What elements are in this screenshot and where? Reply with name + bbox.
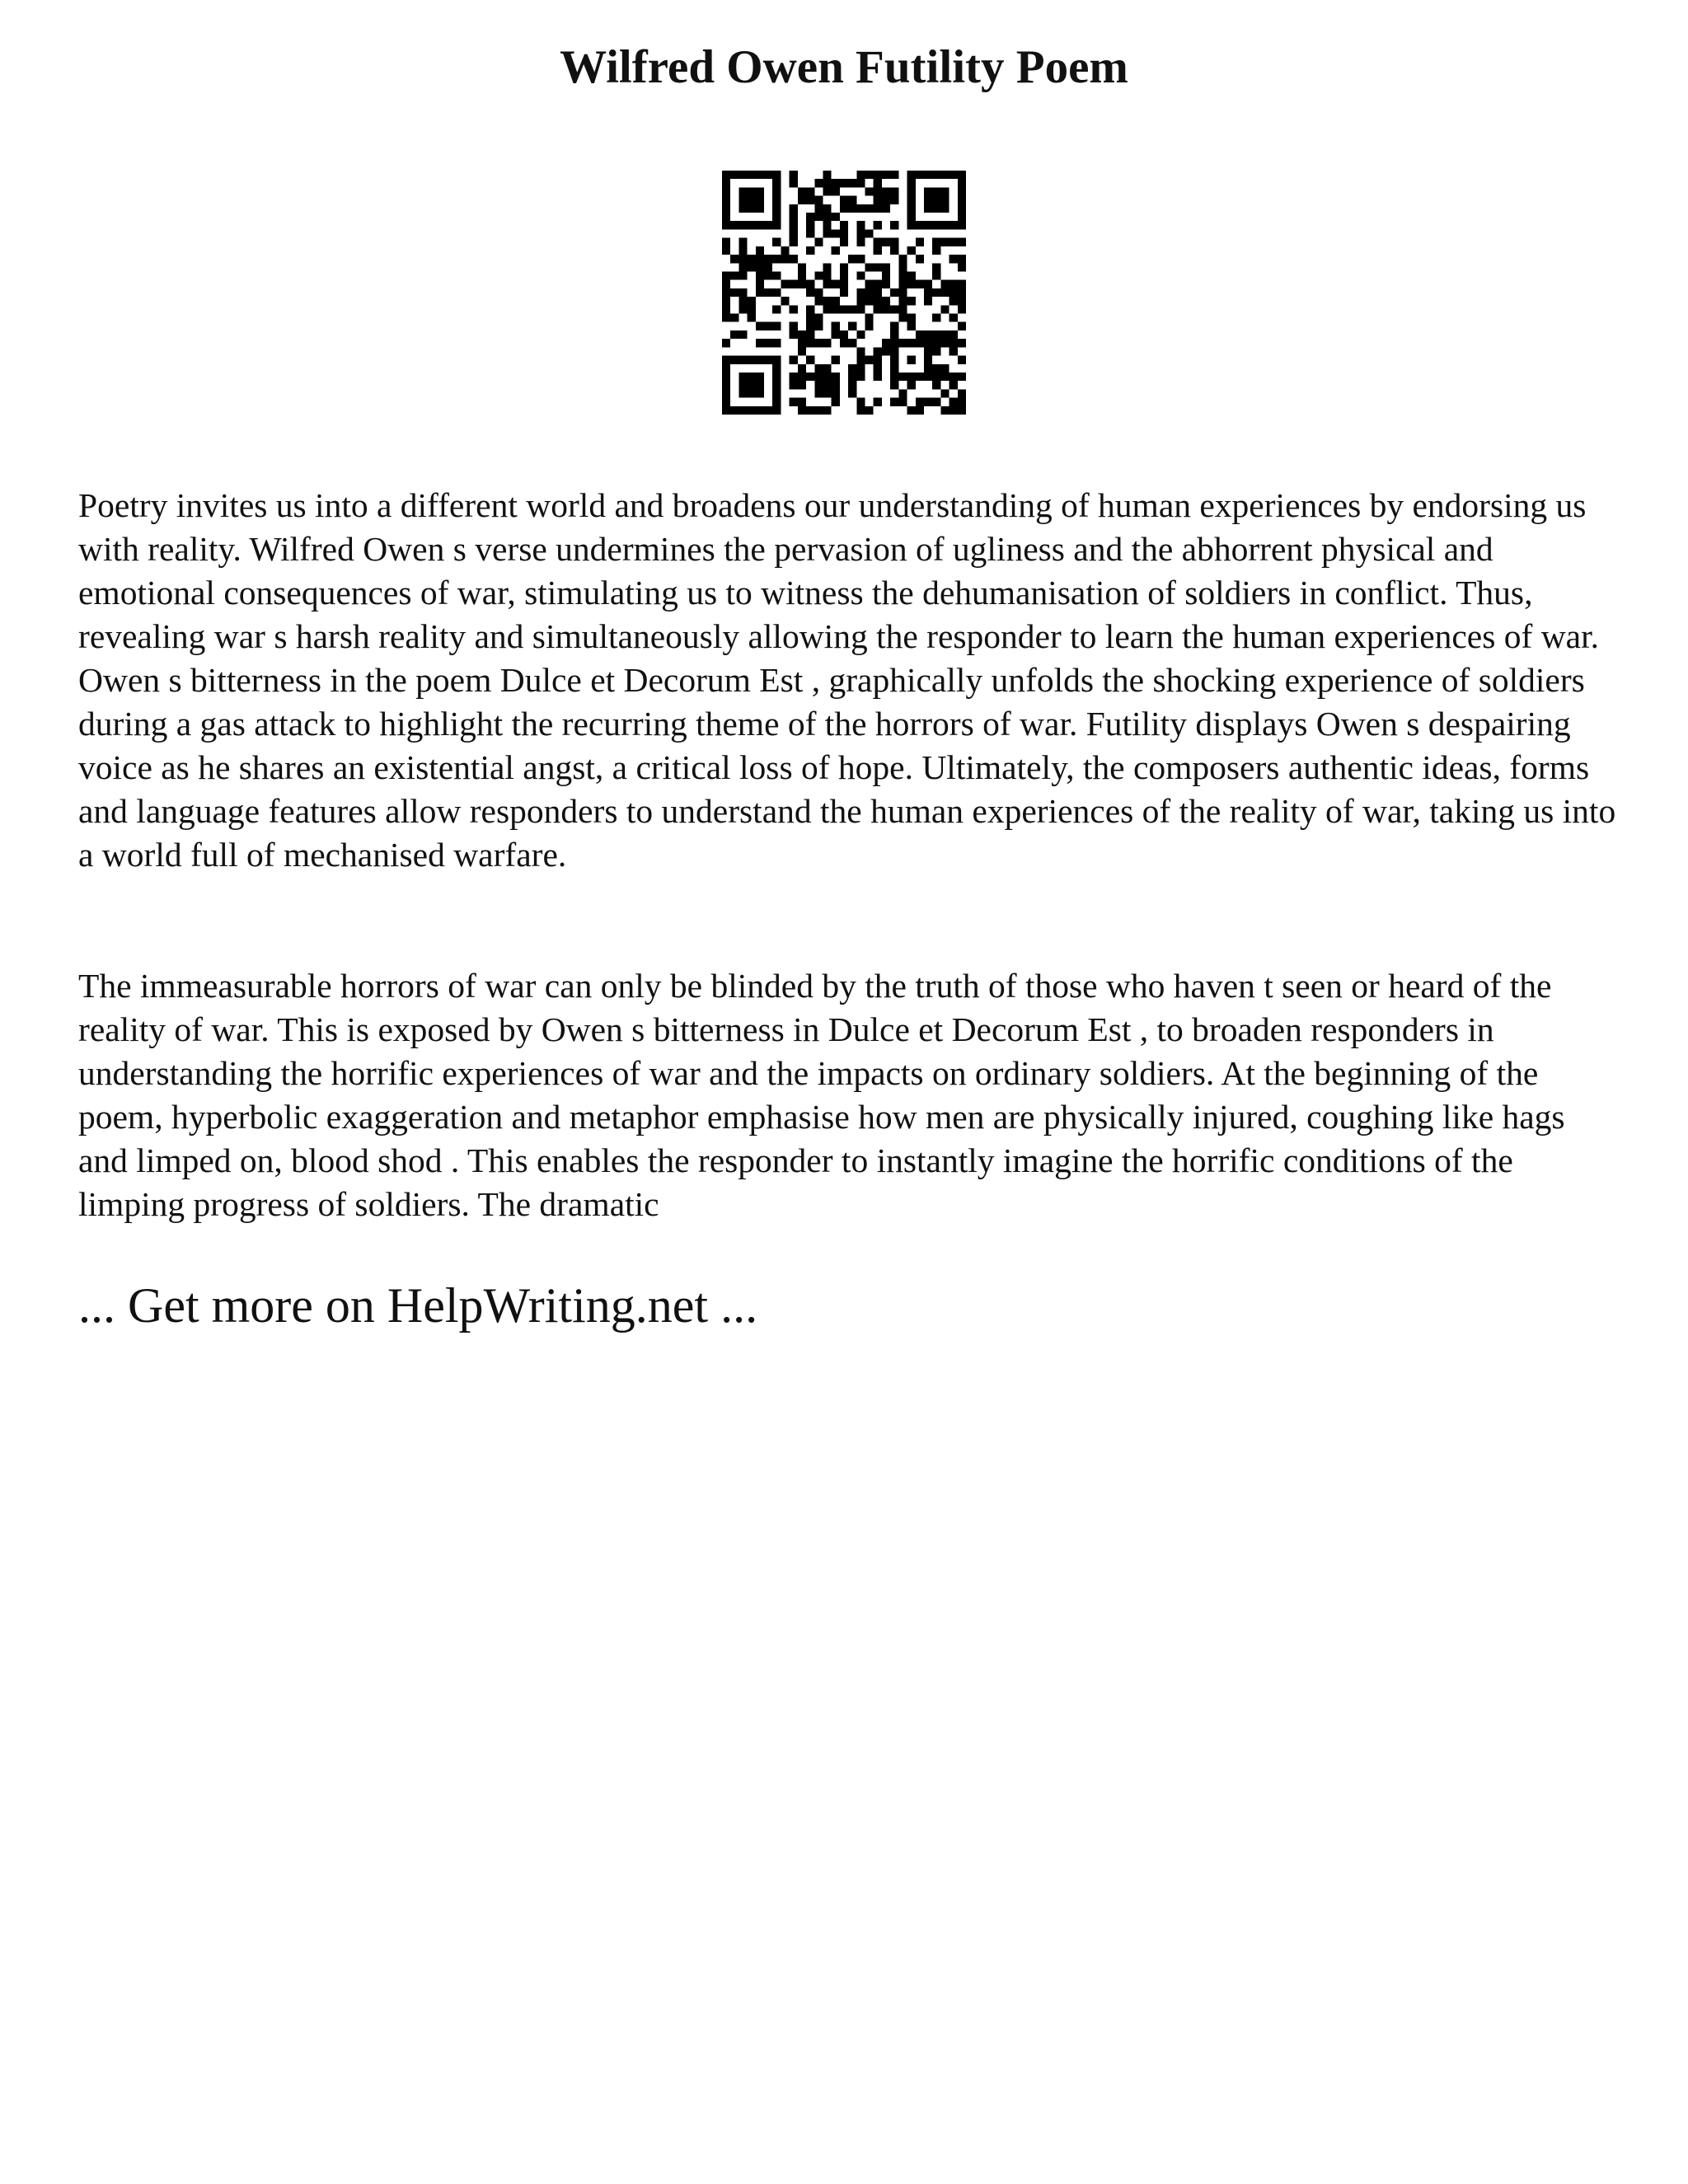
page-title: Wilfred Owen Futility Poem: [560, 41, 1128, 93]
qr-code[interactable]: [722, 171, 966, 415]
paragraph-body: The immeasurable horrors of war can only be blinded by the truth of those who haven t seen or heard of the reality of war. This is exposed by Owen s bitterness in Dulce et Decorum Est , to broaden responders in understanding the horrific experiences of war and the impacts on ordinary soldiers. At the beginning of the poem, hyperbolic exaggeration and metaphor emphasise how men are physically injured, coughing like hags and limped on, blood shod . This enables the responder to instantly imagine the horrific conditions of the limping progress of soldiers. The dramatic: [78, 967, 1565, 1223]
qr-code-icon: [722, 171, 966, 415]
paragraph-intro: Poetry invites us into a different world and broadens our understanding of human experiences by endorsing us with reality. Wilfred Owen s verse undermines the pervasion of ugliness and the abhorrent physical and emotional consequences of war, stimulating us to witness the dehumanisation of soldiers in conflict. Thus, revealing war s harsh reality and simultaneously allowing the responder to learn the human experiences of war. Owen s bitterness in the poem Dulce et Decorum Est , graphically unfolds the shocking experience of soldiers during a gas attack to highlight the recurring theme of the horrors of war. Futility displays Owen s despairing voice as he shares an existential angst, a critical loss of hope. Ultimately, the composers authentic ideas, forms and language features allow responders to understand the human experiences of the reality of war, taking us into a world full of mechanised warfare.: [78, 486, 1616, 874]
get-more-link[interactable]: ... Get more on HelpWriting.net ...: [78, 1278, 758, 1333]
